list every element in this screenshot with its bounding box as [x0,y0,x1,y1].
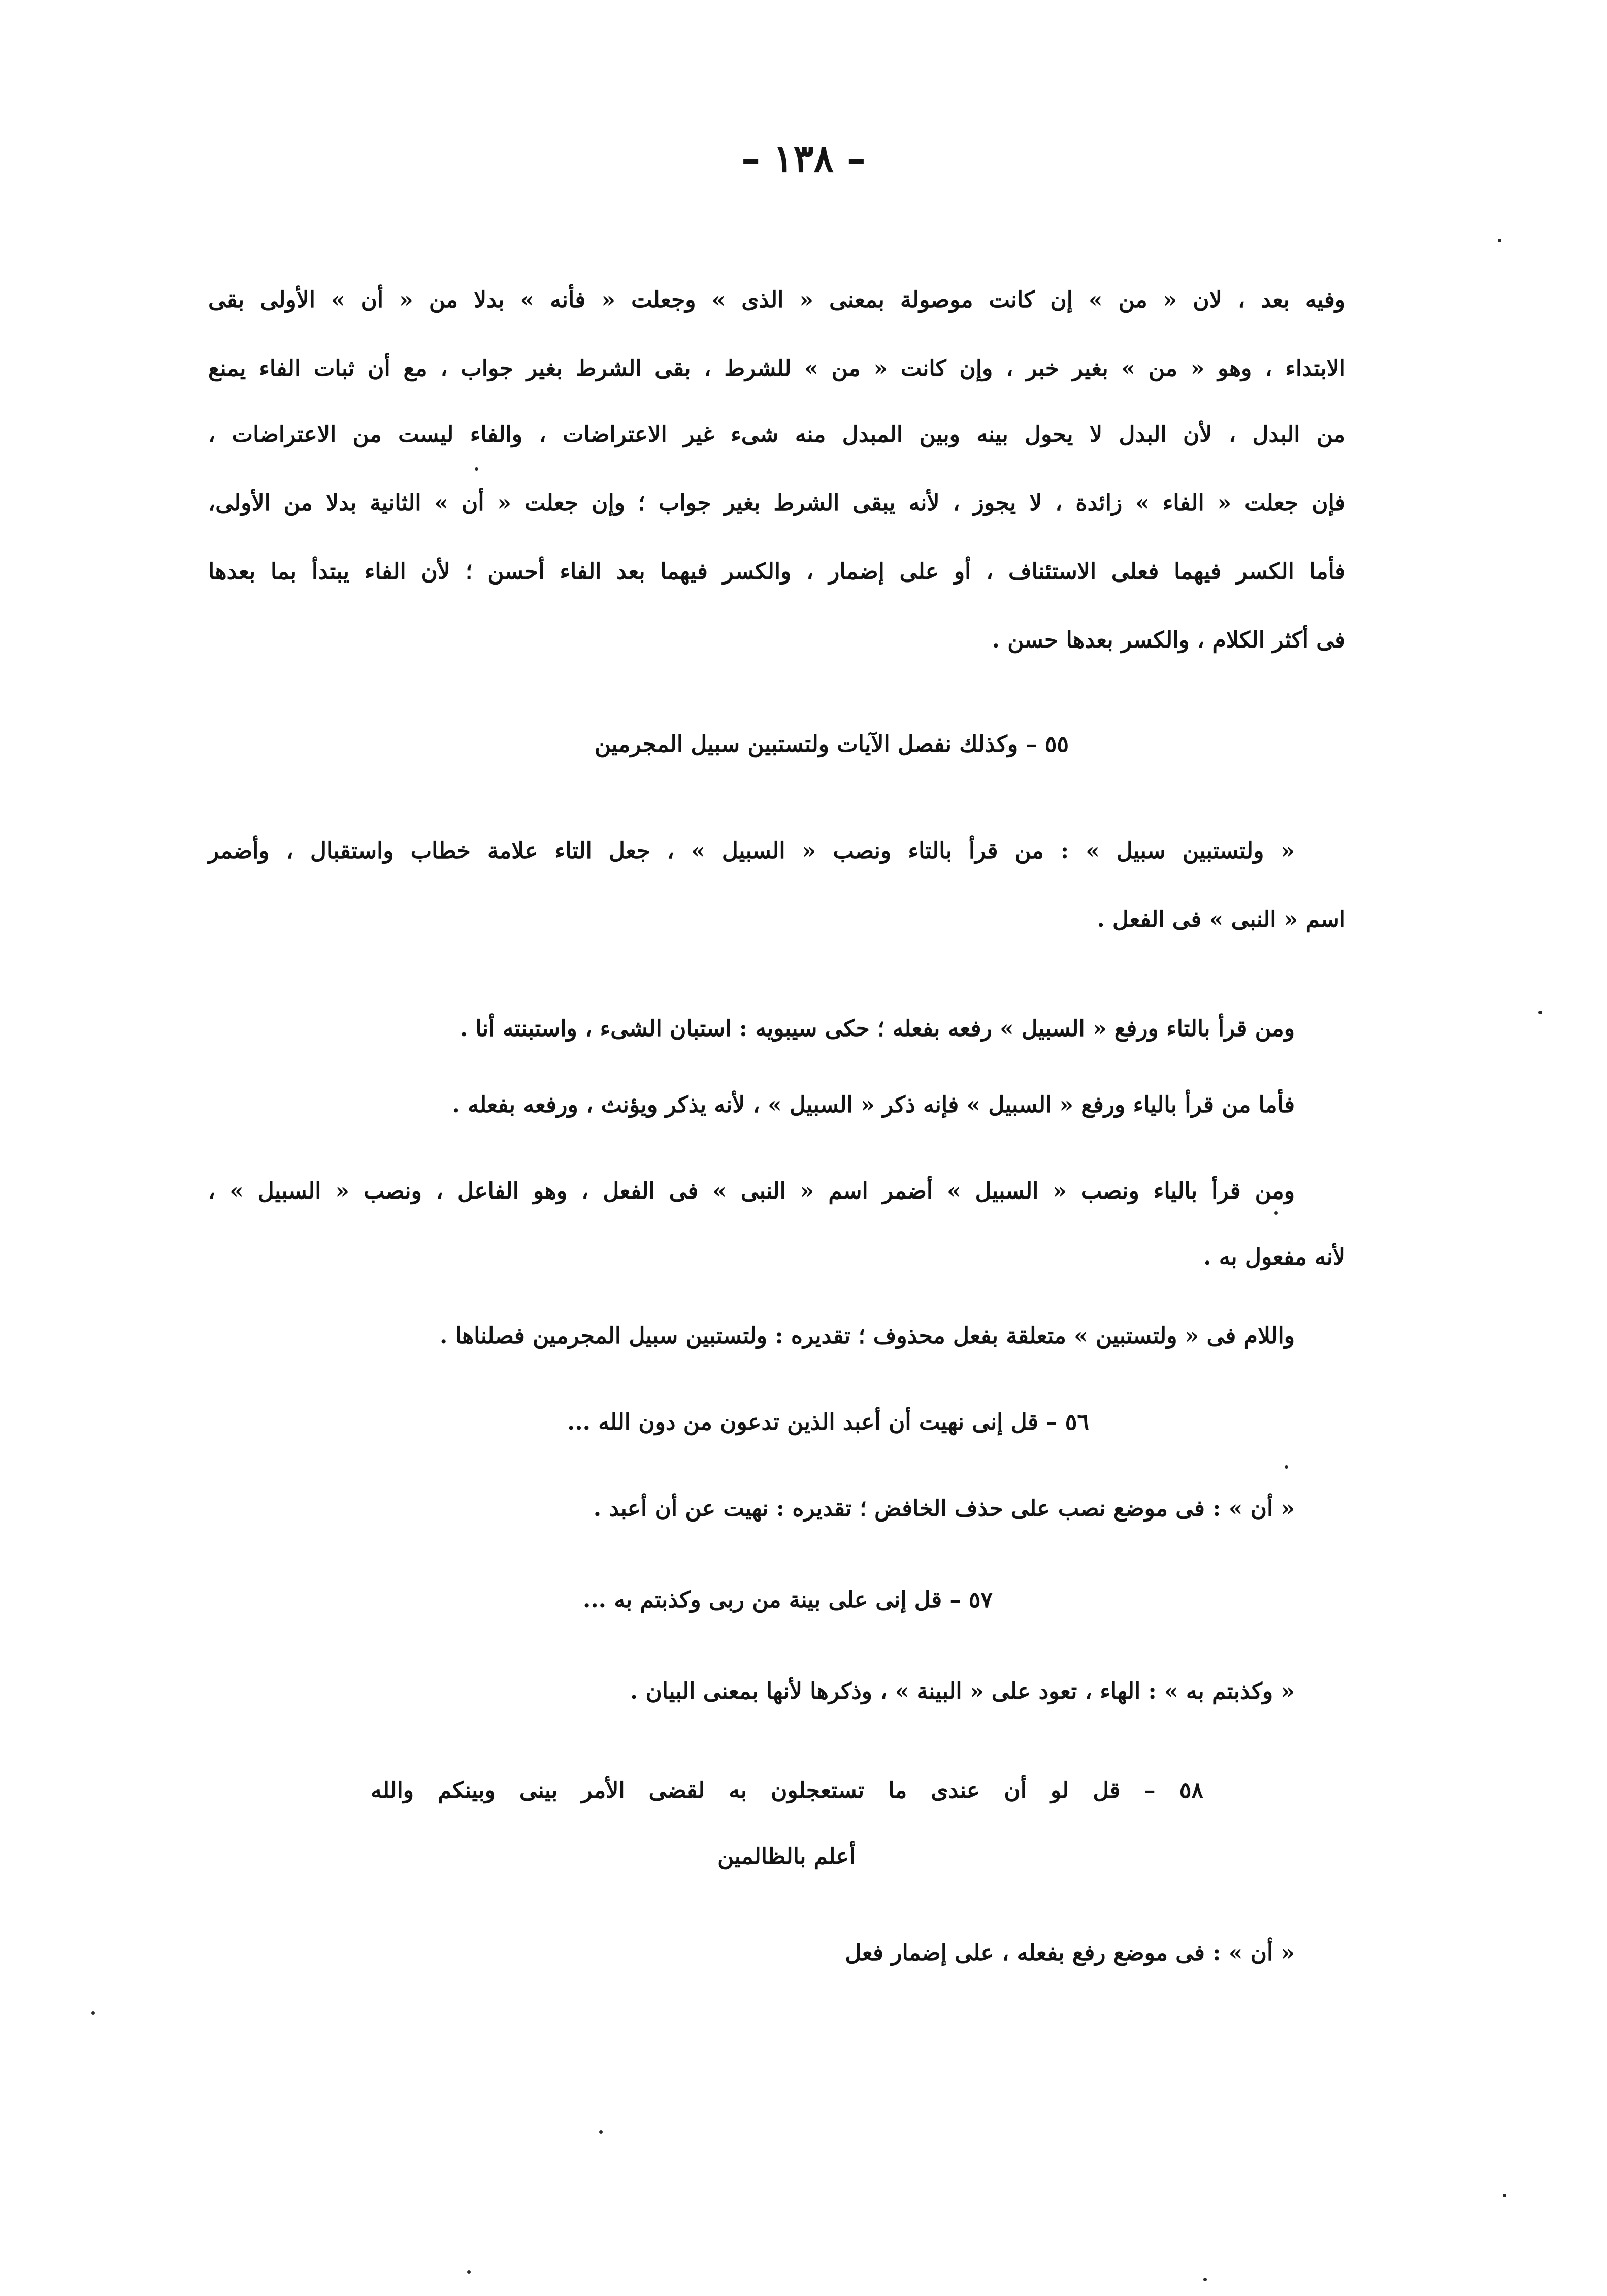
verse-heading: ٥٨ – قل لو أن عندى ما تستعجلون به لقضى الأمر بينى وبينكم والله [371,1777,1203,1803]
scan-speck [1285,1465,1288,1469]
text-line: فى أكثر الكلام ، والكسر بعدها حسن . [992,627,1346,653]
scan-speck [1498,239,1501,242]
text-line: لأنه مفعول به . [1203,1244,1346,1270]
verse-heading-continuation: أعلم بالظالمين [717,1844,856,1869]
text-line: « أن » : فى موضع رفع بفعله ، على إضمار فعل [845,1940,1295,1966]
verse-heading: ٥٥ – وكذلك نفصل الآيات ولتستبين سبيل المجرمين [595,731,1069,757]
text-line: الابتداء ، وهو « من » بغير خبر ، وإن كانت « من » للشرط ، بقى الشرط بغير جواب ، مع أن ثبات الفاء يمنع [208,355,1346,381]
text-line: ومن قرأ بالتاء ورفع « السبيل » رفعه بفعله ؛ حكى سيبويه : استبان الشىء ، واستبنته أنا . [460,1016,1295,1042]
text-line: من البدل ، لأن البدل لا يحول بينه وبين المبدل منه شىء غير الاعتراضات ، والفاء ليست من الاعتراضات ، [208,422,1346,447]
text-line: وفيه بعد ، لان « من » إن كانت موصولة بمعنى « الذى » وجعلت « فأنه » بدلا من « أن » الأولى بقى [208,287,1346,313]
text-line: ومن قرأ بالياء ونصب « السبيل » أضمر اسم « النبى » فى الفعل ، وهو الفاعل ، ونصب « السبيل » ، [208,1178,1295,1204]
text-line: فإن جعلت « الفاء » زائدة ، لا يجوز ، لأنه يبقى الشرط بغير جواب ؛ وإن جعلت « أن » الثانية بدلا من الأولى، [208,490,1346,516]
scan-speck [475,467,478,471]
verse-heading: ٥٧ – قل إنى على بينة من ربى وكذبتم به ... [583,1587,993,1613]
text-line: واللام فى « ولتستبين » متعلقة بفعل محذوف ؛ تقديره : ولتستبين سبيل المجرمين فصلناها . [440,1323,1295,1349]
text-line: اسم « النبى » فى الفعل . [1097,907,1346,932]
verse-heading: ٥٦ – قل إنى نهيت أن أعبد الذين تدعون من دون الله ... [567,1409,1089,1435]
text-line: « أن » : فى موضع نصب على حذف الخافض ؛ تقديره : نهيت عن أن أعبد . [593,1496,1295,1522]
scan-speck [1274,1211,1278,1215]
text-line: « وكذبتم به » : الهاء ، تعود على « البينة » ، وذكرها لأنها بمعنى البيان . [630,1678,1295,1704]
scan-speck [1538,1011,1542,1014]
scan-speck [1203,2278,1207,2281]
scan-speck [1503,2194,1506,2197]
scan-speck [467,2270,471,2274]
text-line: فأما من قرأ بالياء ورفع « السبيل » فإنه ذكر « السبيل » ، لأنه يذكر ويؤنث ، ورفعه بفعله . [452,1092,1295,1118]
text-line: فأما الكسر فيهما فعلى الاستئناف ، أو على إضمار ، والكسر فيهما بعد الفاء أحسن ؛ لأن الفاء يبتدأ بما بعدها [208,559,1346,585]
text-line: « ولتستبين سبيل » : من قرأ بالتاء ونصب « السبيل » ، جعل التاء علامة خطاب واستقبال ، وأضمر [208,838,1295,864]
scan-speck [599,2130,603,2134]
page-number: – ١٣٨ – [741,137,866,181]
scan-speck [91,2011,95,2015]
